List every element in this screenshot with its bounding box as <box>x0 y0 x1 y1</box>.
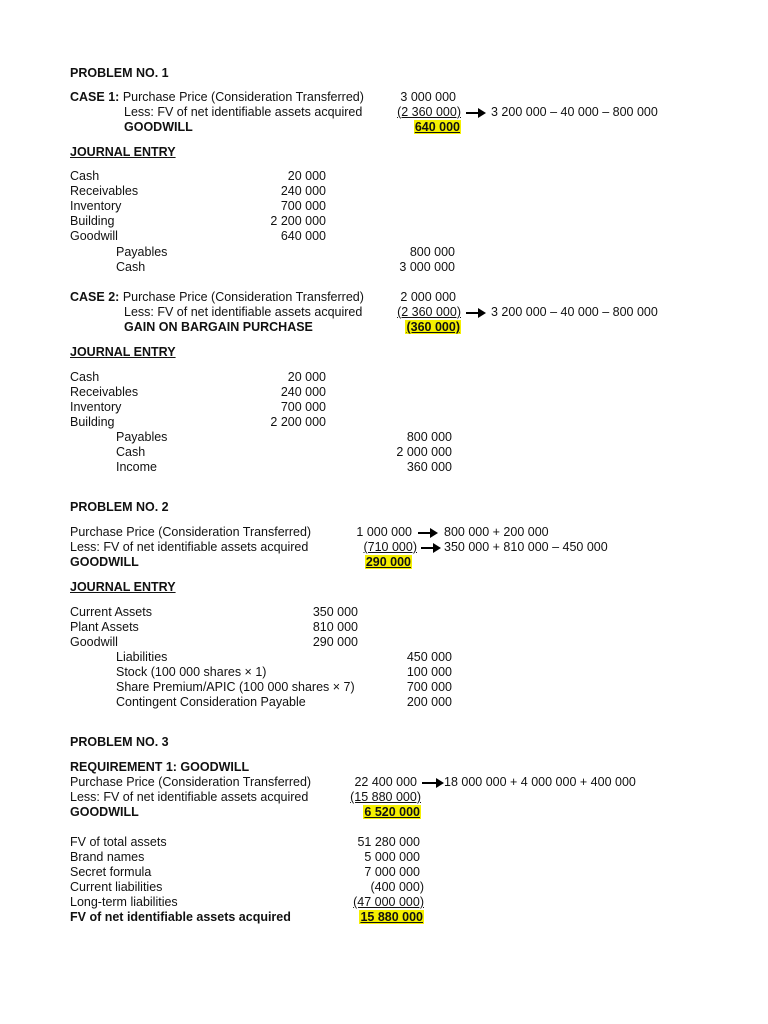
je3-debit: 810 000 <box>312 620 358 634</box>
je3-account: Goodwill <box>70 635 118 649</box>
je3-credit: 450 000 <box>406 650 452 664</box>
p2-less-note: 350 000 + 810 000 – 450 000 <box>444 540 608 554</box>
journal-entry-1-title: JOURNAL ENTRY <box>70 145 176 159</box>
je2-account: Income <box>116 460 157 474</box>
case-1-price-label: Purchase Price (Consideration Transferred) <box>122 90 364 104</box>
fv-total-value: 15 880 000 <box>360 910 423 924</box>
case-2-result-label: GAIN ON BARGAIN PURCHASE <box>124 320 313 334</box>
arrow-icon <box>421 547 439 549</box>
je1-credit: 800 000 <box>409 245 455 259</box>
je2-debit: 240 000 <box>280 385 326 399</box>
je1-account: Cash <box>70 169 100 183</box>
je1-debit: 2 200 000 <box>270 214 326 228</box>
case-1-less-note: 3 200 000 – 40 000 – 800 000 <box>491 105 658 119</box>
p3-less-label: Less: FV of net identifiable assets acquired <box>70 790 309 804</box>
case-2-result: (360 000) <box>406 320 460 334</box>
case-2-price: 2 000 000 <box>400 290 456 304</box>
p3-price-note: 18 000 000 + 4 000 000 + 400 000 <box>444 775 636 789</box>
case-1-price: 3 000 000 <box>400 90 456 104</box>
je3-account: Liabilities <box>116 650 168 664</box>
je3-account: Share Premium/APIC (100 000 shares × 7) <box>116 680 355 694</box>
case-2-price-line <box>70 290 364 305</box>
case-2-price-label: Purchase Price (Consideration Transferred) <box>122 290 364 304</box>
je1-debit: 640 000 <box>280 229 326 243</box>
fv-total-label: FV of net identifiable assets acquired <box>70 910 291 924</box>
fv-row-value: 5 000 000 <box>364 850 420 864</box>
case-1-result: 640 000 <box>414 120 460 134</box>
je3-account: Contingent Consideration Payable <box>116 695 306 709</box>
je2-debit: 20 000 <box>287 370 326 384</box>
p3-result-label: GOODWILL <box>70 805 139 819</box>
fv-row-value: (47 000 000) <box>353 895 424 909</box>
case-2-label: CASE 2: <box>70 290 120 304</box>
p2-less-label: Less: FV of net identifiable assets acquired <box>70 540 309 554</box>
p2-result: 290 000 <box>365 555 411 569</box>
p2-result-label: GOODWILL <box>70 555 139 569</box>
je1-account: Building <box>70 214 115 228</box>
arrow-icon <box>418 532 436 534</box>
fv-row-value: 51 280 000 <box>357 835 420 849</box>
fv-row-label: Current liabilities <box>70 880 163 894</box>
case-2-less: (2 360 000) <box>397 305 461 319</box>
je2-account: Building <box>70 415 115 429</box>
je3-account: Stock (100 000 shares × 1) <box>116 665 267 679</box>
arrow-icon <box>422 782 442 784</box>
fv-row-label: Secret formula <box>70 865 152 879</box>
je3-credit: 700 000 <box>406 680 452 694</box>
je2-debit: 2 200 000 <box>270 415 326 429</box>
je1-debit: 700 000 <box>280 199 326 213</box>
je2-account: Cash <box>70 370 100 384</box>
je3-credit: 100 000 <box>406 665 452 679</box>
p2-less: (710 000) <box>363 540 417 554</box>
fv-row-label: Long-term liabilities <box>70 895 178 909</box>
je2-debit: 700 000 <box>280 400 326 414</box>
case-1-less: (2 360 000) <box>397 105 461 119</box>
problem-1-title: PROBLEM NO. 1 <box>70 66 169 80</box>
je1-account: Goodwill <box>70 229 118 243</box>
arrow-icon <box>466 112 484 114</box>
journal-entry-2-title: JOURNAL ENTRY <box>70 345 176 359</box>
case-2-less-label: Less: FV of net identifiable assets acquired <box>124 305 363 319</box>
je2-account: Receivables <box>70 385 139 399</box>
fv-row-value: (400 000) <box>370 880 424 894</box>
je3-debit: 350 000 <box>312 605 358 619</box>
fv-row-label: FV of total assets <box>70 835 167 849</box>
je1-account: Inventory <box>70 199 122 213</box>
je2-credit: 360 000 <box>406 460 452 474</box>
p3-less: (15 880 000) <box>350 790 421 804</box>
je1-account: Payables <box>116 245 168 259</box>
je2-account: Cash <box>116 445 146 459</box>
problem-2-title: PROBLEM NO. 2 <box>70 500 169 514</box>
p3-price: 22 400 000 <box>354 775 417 789</box>
problem-3-title: PROBLEM NO. 3 <box>70 735 169 749</box>
je2-credit: 800 000 <box>406 430 452 444</box>
je3-account: Plant Assets <box>70 620 139 634</box>
journal-entry-3-title: JOURNAL ENTRY <box>70 580 176 594</box>
je2-credit: 2 000 000 <box>396 445 452 459</box>
je1-account: Cash <box>116 260 146 274</box>
je1-account: Receivables <box>70 184 139 198</box>
p3-result: 6 520 000 <box>364 805 420 819</box>
requirement-1-title: REQUIREMENT 1: GOODWILL <box>70 760 250 774</box>
je1-credit: 3 000 000 <box>399 260 455 274</box>
p2-price-note: 800 000 + 200 000 <box>444 525 549 539</box>
case-1-label: CASE 1: <box>70 90 120 104</box>
case-1-result-label: GOODWILL <box>124 120 193 134</box>
je3-credit: 200 000 <box>406 695 452 709</box>
p3-price-label: Purchase Price (Consideration Transferred) <box>70 775 312 789</box>
fv-row-label: Brand names <box>70 850 145 864</box>
je2-account: Inventory <box>70 400 122 414</box>
p2-price: 1 000 000 <box>356 525 412 539</box>
case-2-less-note: 3 200 000 – 40 000 – 800 000 <box>491 305 658 319</box>
je1-debit: 20 000 <box>287 169 326 183</box>
p2-price-label: Purchase Price (Consideration Transferred) <box>70 525 312 539</box>
arrow-icon <box>466 312 484 314</box>
je1-debit: 240 000 <box>280 184 326 198</box>
je2-account: Payables <box>116 430 168 444</box>
fv-row-value: 7 000 000 <box>364 865 420 879</box>
case-1-price-line <box>70 90 364 105</box>
je3-account: Current Assets <box>70 605 152 619</box>
case-1-less-label: Less: FV of net identifiable assets acquired <box>124 105 363 119</box>
je3-debit: 290 000 <box>312 635 358 649</box>
